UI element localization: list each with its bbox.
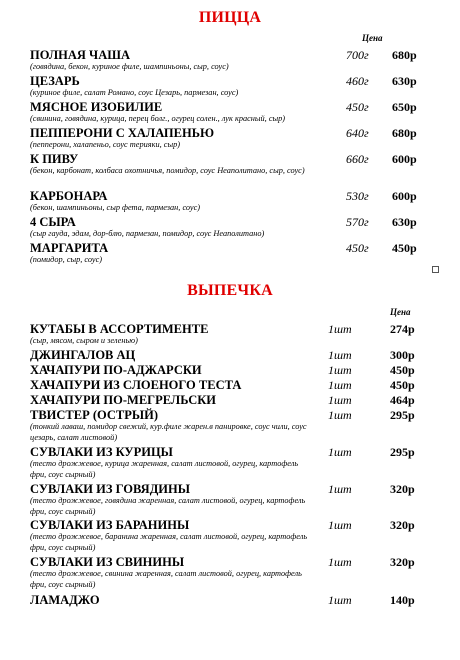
item-description: (говядина, бекон, куриное филе, шампиньоны, сыр, соус) [30,62,229,71]
item-weight: 530г [346,189,369,203]
item-description: (тесто дрожжевое, курица жаренная, салат листовой, огурец, картофель фри, соус сырный) [30,459,299,479]
item-name: К ПИВУ [30,152,79,166]
item-price: 450р [390,363,415,377]
menu-item [30,48,446,73]
item-price: 680р [392,48,417,62]
item-weight: 660г [346,152,369,166]
item-price: 274р [390,322,415,336]
menu-item [30,100,446,125]
item-price: 680р [392,126,417,140]
item-weight: 450г [346,241,369,255]
item-weight: 1шт [328,378,352,392]
item-name: ХАЧАПУРИ ПО-МЕГРЕЛЬСКИ [30,393,217,407]
item-name: ДЖИНГАЛОВ АЦ [30,348,136,362]
menu-item [30,215,446,240]
item-name: СУВЛАКИ ИЗ СВИНИНЫ [30,555,185,569]
item-price: 320р [390,482,415,496]
item-price: 450р [392,241,417,255]
item-description: (тесто дрожжевое, свинина жаренная, салат листовой, огурец, картофель фри, соус сырный) [30,569,302,589]
item-price: 295р [390,445,415,459]
item-name: ПОЛНАЯ ЧАША [30,48,130,62]
item-price: 600р [392,189,417,203]
menu-item [30,408,446,443]
item-price: 630р [392,74,417,88]
item-name: ЛАМАДЖО [30,593,100,607]
item-weight: 460г [346,74,369,88]
menu-item [30,555,446,590]
item-name: СУВЛАКИ ИЗ БАРАНИНЫ [30,518,190,532]
item-name: СУВЛАКИ ИЗ КУРИЦЫ [30,445,173,459]
item-price: 320р [390,518,415,532]
item-weight: 1шт [328,593,352,607]
item-name: СУВЛАКИ ИЗ ГОВЯДИНЫ [30,482,191,496]
item-description: (тесто дрожжевое, баранина жаренная, салат листовой, огурец, картофель фри, соус сырный) [30,532,308,552]
menu-item [30,241,446,266]
pizza-price-header: Цена [362,33,383,43]
menu-item [30,378,446,392]
item-weight: 1шт [328,408,352,422]
item-description: (куриное филе, салат Романо, соус Цезарь, пармезан, соус) [30,88,239,97]
menu-item [30,518,446,553]
menu-item [30,74,446,99]
item-weight: 450г [346,100,369,114]
menu-item [30,189,446,214]
item-weight: 640г [346,126,369,140]
item-name: ЦЕЗАРЬ [30,74,80,88]
item-weight: 1шт [328,445,352,459]
item-description: (помидор, сыр, соус) [30,255,103,264]
item-name: МЯСНОЕ ИЗОБИЛИЕ [30,100,163,114]
item-description: (тесто дрожжевое, говядина жаренная, салат листовой, огурец, картофель фри, соус сырный) [30,496,306,516]
square-marker-icon [432,266,439,273]
menu-item [30,348,446,362]
item-weight: 570г [346,215,369,229]
item-price: 450р [390,378,415,392]
item-price: 300р [390,348,415,362]
pizza-section-title: ПИЦЦА [198,9,262,26]
item-name: 4 СЫРА [30,215,76,229]
item-description: (сыр, мясом, сыром и зеленью) [30,336,138,345]
item-name: КАРБОНАРА [30,189,108,203]
menu-item [30,445,446,480]
item-name: МАРГАРИТА [30,241,109,255]
item-weight: 1шт [328,482,352,496]
menu-item [30,322,446,347]
item-weight: 1шт [328,322,352,336]
menu-item [30,363,446,377]
item-description: (свинина, говядина, курица, перец болг., огурец солен., лук красный, сыр) [30,114,286,123]
item-price: 464р [390,393,415,407]
item-weight: 1шт [328,518,352,532]
bakery-price-header: Цена [390,307,411,317]
menu-item [30,593,446,607]
item-price: 295р [390,408,415,422]
item-description: (тонкий лаваш, помидор свежий, кур.филе жарен.в панировке, соус чили, соус цезарь, салат листовой) [30,422,307,442]
item-name: КУТАБЫ В АССОРТИМЕНТЕ [30,322,209,336]
item-price: 140р [390,593,415,607]
item-name: ХАЧАПУРИ ПО-АДЖАРСКИ [30,363,202,377]
menu-item [30,393,446,407]
item-name: ТВИСТЕР (ОСТРЫЙ) [30,408,159,422]
item-price: 630р [392,215,417,229]
item-weight: 1шт [328,348,352,362]
item-description: (бекон, карбонат, колбаса охотничья, помидор, соус Неаполитано, сыр, соус) [30,166,305,175]
item-weight: 700г [346,48,369,62]
menu-item [30,152,446,177]
menu-item [30,126,446,151]
item-weight: 1шт [328,555,352,569]
item-weight: 1шт [328,393,352,407]
item-name: ПЕППЕРОНИ С ХАЛАПЕНЬЮ [30,126,215,140]
item-weight: 1шт [328,363,352,377]
item-description: (сыр гауда, эдам, дор-блю, пармезан, помидор, соус Неаполитано) [30,229,265,238]
item-description: (бекон, шампиньоны, сыр фета, пармезан, соус) [30,203,201,212]
item-price: 600р [392,152,417,166]
item-name: ХАЧАПУРИ ИЗ СЛОЕНОГО ТЕСТА [30,378,242,392]
item-price: 320р [390,555,415,569]
item-description: (пепперони, халапеньо, соус терияки, сыр) [30,140,181,149]
menu-item [30,482,446,517]
item-price: 650р [392,100,417,114]
bakery-section-title: ВЫПЕЧКА [187,282,273,299]
